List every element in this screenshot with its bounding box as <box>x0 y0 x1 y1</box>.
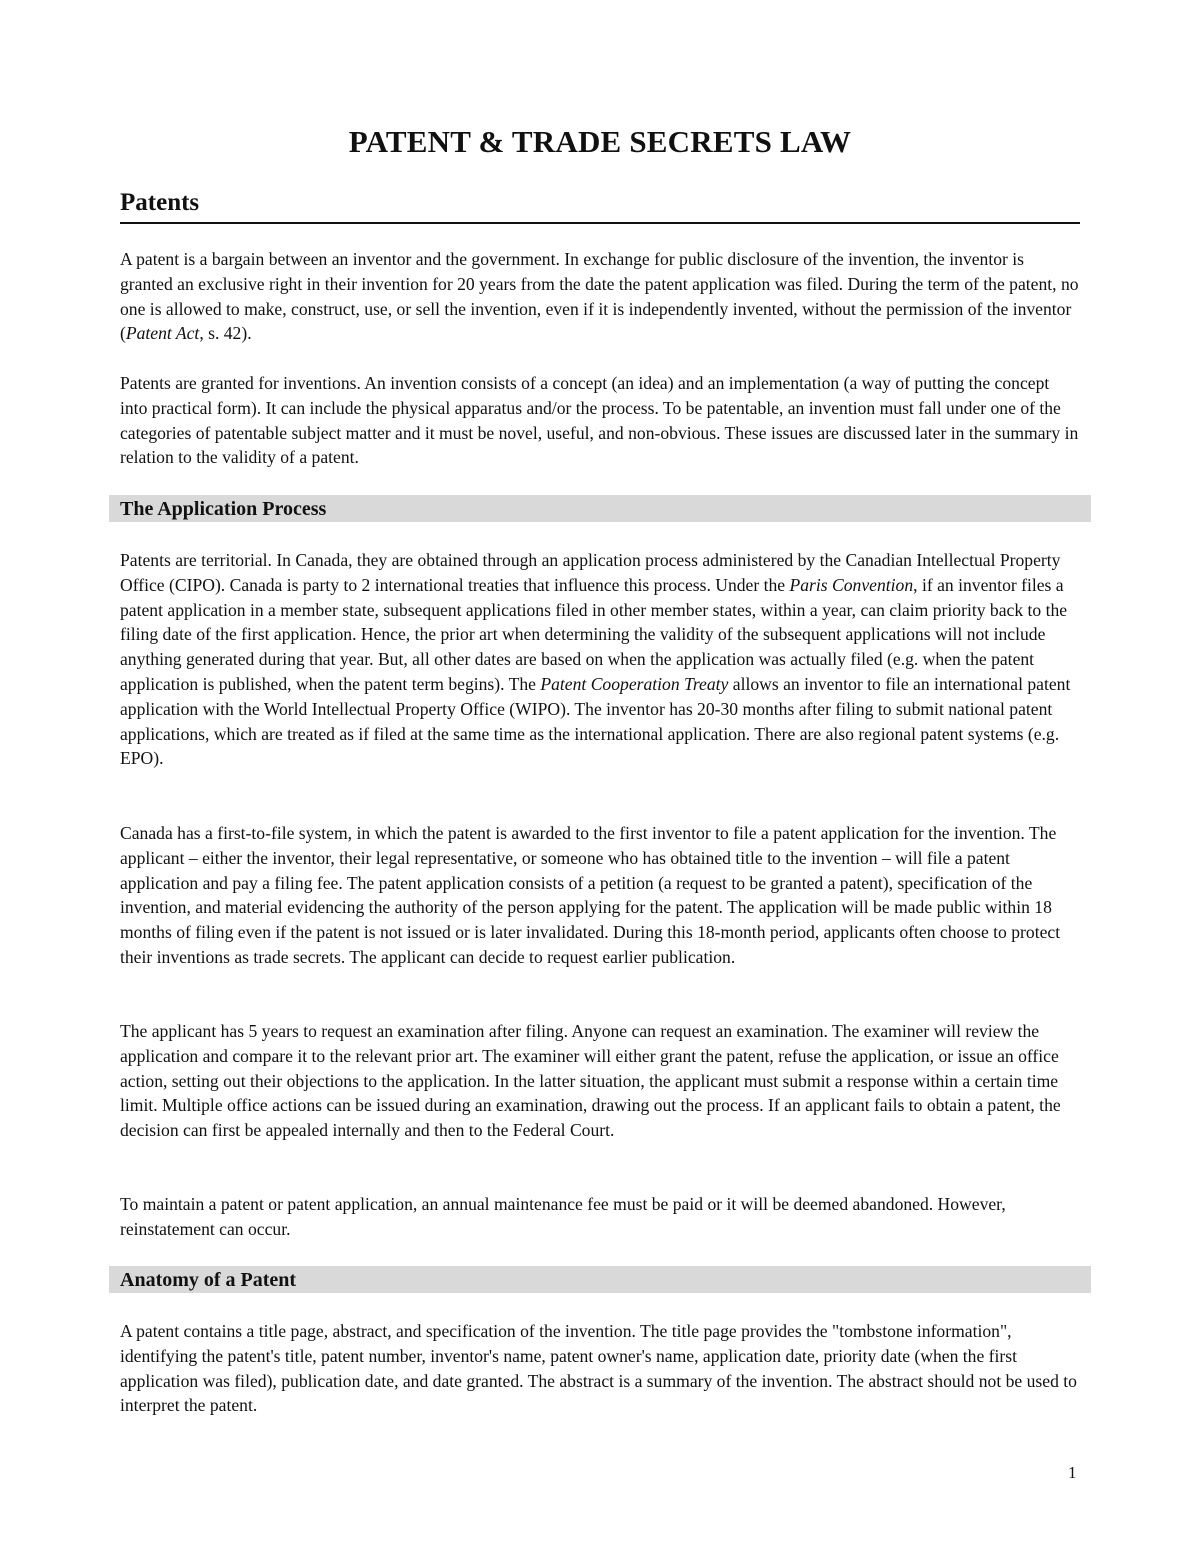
pct-citation: Patent Cooperation Treaty <box>540 673 729 694</box>
application-paragraph-2: Canada has a first-to-file system, in which the patent is awarded to the first inventor to file a patent application for the invention. The applicant – either the inventor, their legal representative, or someone who has obtained title to the invention – will file a patent application and pay a filing fee. The patent application consists of a petition (a request to be granted a patent), specification of the invention, and material evidencing the authority of the person applying for the patent. The application will be made public within 18 months of filing even if the patent is not issued or is later invalidated. During this 18-month period, applicants often choose to protect their inventions as trade secrets. The applicant can decide to request earlier publication. <box>120 823 1061 967</box>
application-paragraph-4: To maintain a patent or patent application, an annual maintenance fee must be paid or it will be deemed abandoned. However, reinstatement can occur. <box>120 1194 1006 1239</box>
page-number: 1 <box>1068 1463 1077 1482</box>
application-paragraph-3: The applicant has 5 years to request an examination after filing. Anyone can request an examination. The examiner will review the application and compare it to the relevant prior art. The examiner will either grant the patent, refuse the application, or issue an office action, setting out their objections to the application. In the latter situation, the applicant must submit a response within a certain time limit. Multiple office actions can be issued during an examination, drawing out the process. If an applicant fails to obtain a patent, the decision can first be appealed internally and then to the Federal Court. <box>120 1021 1061 1141</box>
patents-p1-text-end: , s. 42). <box>199 323 252 344</box>
patents-p1-text: A patent is a bargain between an inventor and the government. In exchange for public disclosure of the invention, the inventor is granted an exclusive right in their invention for 20 years from the date the patent application was filed. During the term of the patent, no one is allowed to make, construct, use, or sell the invention, even if it is independently invented, without the permission of the inventor ( <box>120 249 1079 344</box>
paris-convention-citation: Paris Convention <box>789 574 914 595</box>
section-heading-patents: Patents <box>120 186 1080 224</box>
application-p1-seg2: , if an inventor files a patent application in a member state, subsequent applications filed in other member states, within a year, can claim priority back to the filing date of the first application. Hence, the prior art when determining the validity of the subsequent applications will not include anything generated during that year. But, all other dates are based on when the application was actually filed (e.g. when the patent application is published, when the patent term begins). The <box>120 574 1068 694</box>
patents-paragraph-1 <box>120 247 1080 346</box>
anatomy-paragraph-1: A patent contains a title page, abstract, and specification of the invention. The title page provides the "tombstone information", identifying the patent's title, patent number, inventor's name, patent owner's name, application date, priority date (when the first application was filed), publication date, and date granted. The abstract is a summary of the invention. The abstract should not be used to interpret the patent. <box>120 1321 1077 1416</box>
subheading-application-process: The Application Process <box>109 495 1091 522</box>
patent-act-citation: Patent Act <box>125 323 200 344</box>
application-p1-seg1: Patents are territorial. In Canada, they are obtained through an application process administered by the Canadian Intellectual Property Office (CIPO). Canada is party to 2 international treaties that influence this process. Under the <box>120 550 1061 595</box>
subheading-anatomy: Anatomy of a Patent <box>109 1266 1091 1293</box>
document-title: PATENT & TRADE SECRETS LAW <box>348 124 852 159</box>
application-p1-seg3: allows an inventor to file an international patent application with the World Intellectual Property Office (WIPO). The inventor has 20-30 months after filing to submit national patent applications, which are treated as if filed at the same time as the international application. There are also regional patent systems (e.g. EPO). <box>120 673 1071 769</box>
application-paragraph-1 <box>120 548 1080 771</box>
patents-paragraph-2: Patents are granted for inventions. An invention consists of a concept (an idea) and an implementation (a way of putting the concept into practical form). It can include the physical apparatus and/or the process. To be patentable, an invention must fall under one of the categories of patentable subject matter and it must be novel, useful, and non-obvious. These issues are discussed later in the summary in relation to the validity of a patent. <box>120 373 1079 468</box>
